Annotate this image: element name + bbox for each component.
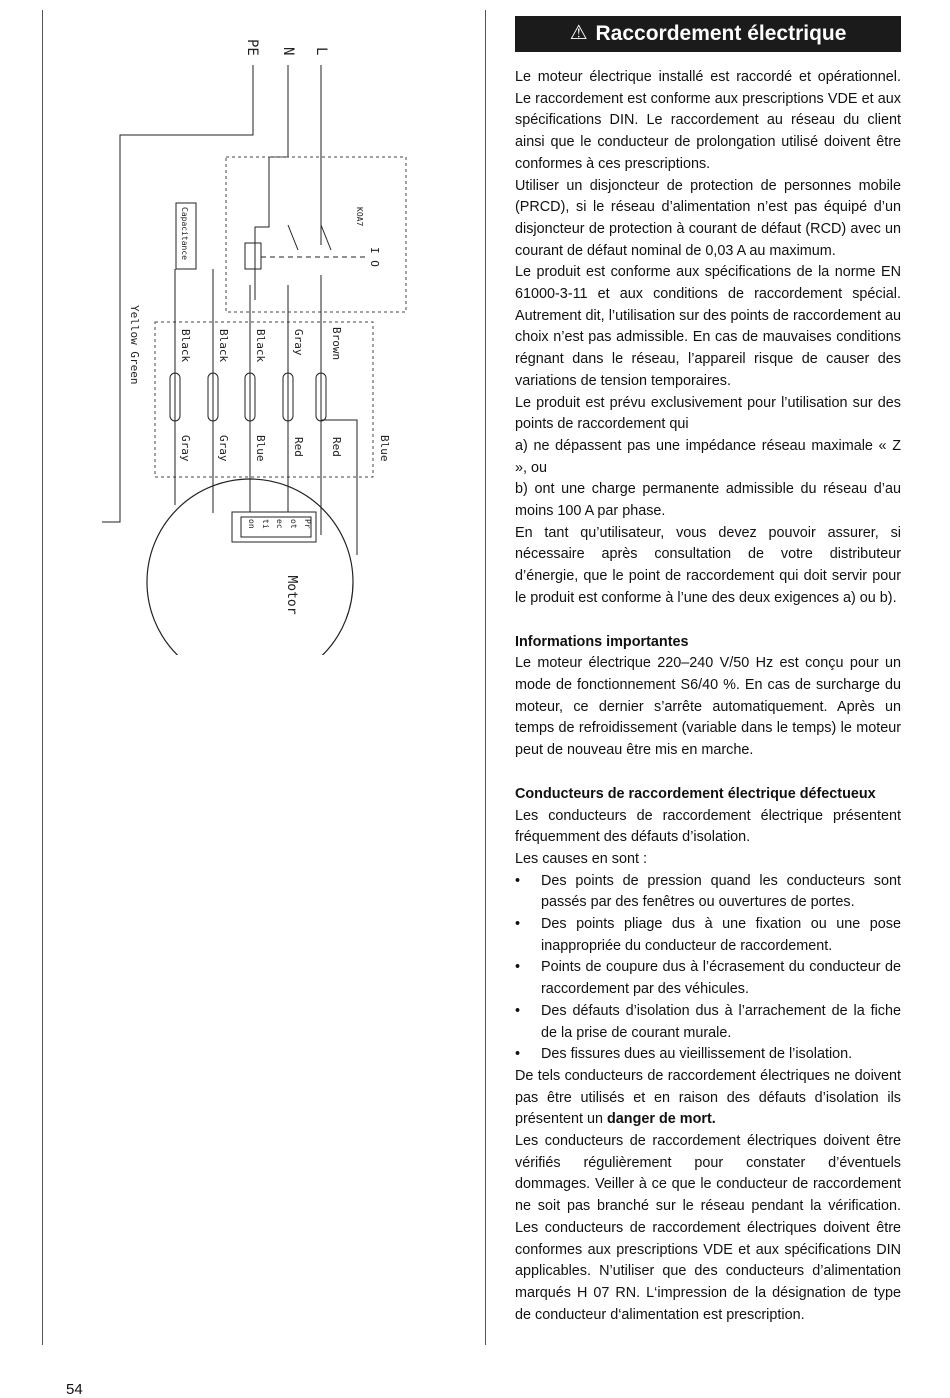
defects-causes-label: Les causes en sont : (515, 850, 647, 867)
line-l-label: L (313, 47, 329, 56)
bullet-icon: • (515, 916, 521, 933)
list-item: • Points de coupure dus à l’écrasement du conducteur de raccordement par des véhicules. (515, 959, 901, 998)
wire-label-black-1: Black (254, 329, 267, 363)
line-n-label: N (280, 47, 296, 56)
wire-label-blue-outer: Blue (378, 435, 391, 462)
bullet-icon: • (515, 872, 521, 889)
paragraph-condition-a: a) ne dépassent pas une impédance réseau maximale « Z », ou (515, 437, 901, 476)
wire-label-red-1: Red (330, 437, 343, 457)
paragraph-condition-b: b) ont une charge permanente admissible du réseau d’au moins 100 A par phase. (515, 481, 901, 520)
motor-label: Motor (284, 575, 299, 615)
capacitance-label: Capacitance (180, 207, 189, 260)
bullet-icon: • (515, 959, 521, 976)
info-heading: Informations importantes (515, 633, 689, 650)
wire-label-gray-3: Gray (179, 435, 192, 462)
wire-label-gray-2: Gray (217, 435, 230, 462)
wiring-diagram (95, 35, 415, 655)
section-banner (515, 16, 901, 52)
list-item: • Des fissures dues au vieillissement de l’isolation. (515, 1044, 901, 1066)
wire-label-blue: Blue (254, 435, 267, 462)
bullet-icon: • (515, 1046, 521, 1063)
wire-label-gray: Gray (292, 329, 305, 356)
wire-label-brown: Brown (330, 327, 343, 361)
paragraph-en61000: Le produit est conforme aux spécifications de la norme EN 61000-3-11 et aux conditions de raccordement spécial. Autrement dit, l’utilisation sur des points de raccordement au choix n’est pas admissible. En cas de mauvaises conditions régnant dans le réseau, l’appareil risque de causer des variations de tension temporaires. (515, 264, 901, 389)
paragraph-danger: De tels conducteurs de raccordement électriques ne doivent pas être utilisés et en raison des défauts d’isolation ils présentent un danger de mort. (515, 1067, 901, 1128)
paragraph-connection: Le moteur électrique installé est raccordé et opérationnel. Le raccordement est conforme aux prescriptions VDE et aux spécifications DIN. Le raccordement au réseau du client ainsi que le conducteur de prolongation utilisé doivent être conformes à ces prescriptions. (515, 69, 901, 172)
paragraph-inspection: Les conducteurs de raccordement électriques doivent être vérifiés régulièrement pour constater d’éventuels dommages. Veiller à ce que le conducteur de raccordement ne soit pas branché sur le réseau pendant la vérification. Les conducteurs de raccordement électriques doivent être conformes aux prescriptions VDE et aux spécifications DIN applicables. N’utiliser que des conducteurs d’alimentation marqués H 07 RN. L‘impression de la désignation de type de conducteur d‘alimentation est prescription. (515, 1133, 901, 1323)
protection-line-1: Pr (303, 519, 312, 529)
page-number: 54 (66, 1381, 83, 1398)
info-text: Le moteur électrique 220–240 V/50 Hz est conçu pour un mode de fonctionnement S6/40 %. En cas de surcharge du moteur, ce dernier s’arrête automatiquement. Après un temps de refroidissement (variable dans le temps) le moteur peut de nouveau être mis en marche. (515, 655, 901, 759)
left-margin-rule (42, 10, 43, 1345)
defects-intro: Les conducteurs de raccordement électrique présentent fréquemment des défauts d’isolation. (515, 807, 901, 846)
wire-label-red-2: Red (292, 437, 305, 457)
list-item: • Des points de pression quand les conducteurs sont passés par des fenêtres ou ouvertures de portes. (515, 872, 901, 911)
warning-triangle-icon: ⚠ (569, 22, 588, 45)
wiring-diagram-svg (95, 35, 415, 655)
danger-emphasis: danger de mort. (607, 1111, 716, 1128)
paragraph-user-duty: En tant qu’utilisateur, vous devez pouvoir assurer, si nécessaire après consultation de votre distributeur d’énergie, que le point de raccordement qui doit servir pour le produit est conforme à l’une des deux exigences a) ou b). (515, 524, 901, 606)
list-item: • Des défauts d’isolation dus à l’arrachement de la fiche de la prise de courant murale. (515, 1002, 901, 1041)
column-divider-rule (485, 10, 486, 1345)
paragraph-usage: Le produit est prévu exclusivement pour l’utilisation sur des points de raccordement qui (515, 394, 901, 433)
switch-model-label: KOA7 (355, 207, 364, 227)
protection-line-5: on (247, 519, 256, 529)
defects-heading: Conducteurs de raccordement électrique défectueux (515, 785, 876, 802)
wire-label-black-2: Black (217, 329, 230, 363)
section-title: Raccordement électrique (595, 22, 847, 46)
defects-cause-list (515, 871, 901, 1066)
switch-box (226, 157, 406, 312)
paragraph-prcd: Utiliser un disjoncteur de protection de personnes mobile (PRCD), si le réseau d’alimentation n’est pas équipé d’un disjoncteur de protection à courant de défaut (RCD) avec un courant de défaut nominal de 0,03 A au maximum. (515, 177, 901, 259)
wire-label-yellow-green: Yellow Green (128, 305, 141, 385)
wire-label-black-3: Black (179, 329, 192, 363)
protection-line-2: ot (289, 519, 298, 529)
text-column (515, 16, 901, 1326)
line-pe-label: PE (244, 39, 260, 56)
switch-symbols-label: I O (368, 247, 381, 267)
list-item: • Des points pliage dus à une fixation ou une pose inappropriée du conducteur de raccordement. (515, 916, 901, 954)
protection-line-4: ti (261, 519, 270, 529)
bullet-icon: • (515, 1002, 521, 1019)
protection-line-3: ec (275, 519, 284, 529)
